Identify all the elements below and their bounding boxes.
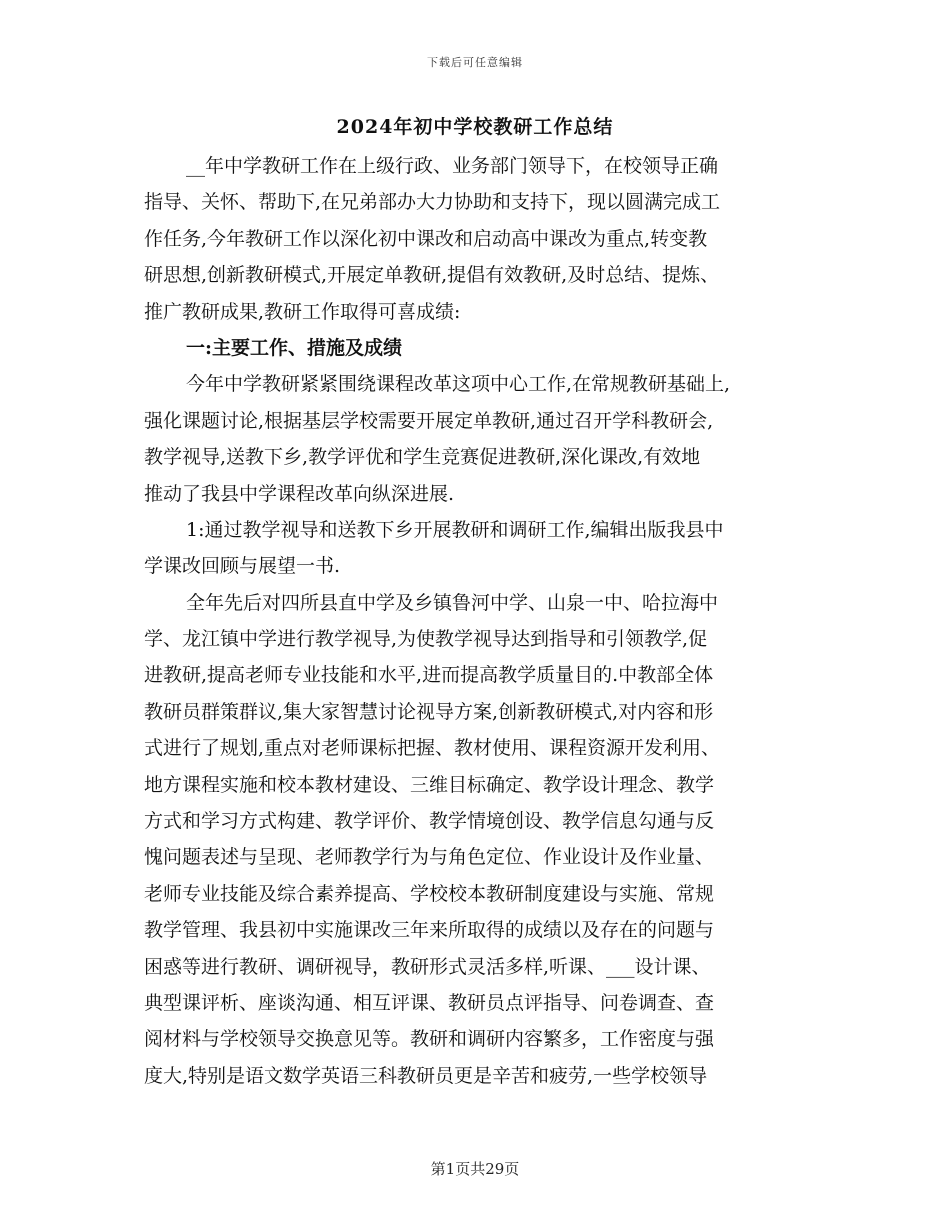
- paragraph-line: 困惑等进行教研、调研视导，教研形式灵活多样,听课、___设计课、: [144, 955, 711, 978]
- paragraph-line: 今年中学教研紧紧围绕课程改革这项中心工作,在常规教研基础上,: [186, 373, 731, 396]
- paragraph-line: 阅材料与学校领导交换意见等。教研和调研内容繁多，工作密度与强: [144, 1028, 715, 1051]
- paragraph-line: 老师专业技能及综合素养提高、学校校本教研制度建设与实施、常规: [144, 882, 715, 905]
- paragraph-line: __年中学教研工作在上级行政、业务部门领导下，在校领导正确: [186, 155, 719, 177]
- paragraph-line: 学、龙江镇中学进行教学视导,为使教学视导达到指导和引领教学,促: [144, 628, 708, 651]
- paragraph-line: 全年先后对四所县直中学及乡镇鲁河中学、山泉一中、哈拉海中: [186, 591, 719, 614]
- page-number-footer: 第1页共29页: [430, 1160, 520, 1178]
- paragraph-line: 推动了我县中学课程改革向纵深进展.: [144, 482, 455, 505]
- paragraph-line: 研思想,创新教研模式,开展定单教研,提倡有效教研,及时总结、提炼、: [144, 264, 720, 287]
- paragraph-line: 推广教研成果,教研工作取得可喜成绩:: [144, 300, 461, 323]
- paragraph-line: 进教研,提高老师专业技能和水平,进而提高教学质量目的.中教部全体: [144, 664, 714, 687]
- document-body: [144, 148, 816, 1094]
- paragraph-line: 强化课题讨论,根据基层学校需要开展定单教研,通过召开学科教研会,: [144, 409, 714, 432]
- paragraph-line: 地方课程实施和校本教材建设、三维目标确定、教学设计理念、教学: [144, 773, 715, 796]
- header-note: 下载后可任意编辑: [427, 56, 523, 69]
- section-heading: 一:主要工作、措施及成绩: [186, 336, 403, 359]
- paragraph-line: 典型课评析、座谈沟通、相互评课、教研员点评指导、问卷调查、查: [144, 991, 715, 1014]
- paragraph-line: 愧问题表述与呈现、老师教学行为与角色定位、作业设计及作业量、: [144, 846, 715, 869]
- paragraph-line: 学课改回顾与展望一书.: [144, 555, 341, 578]
- paragraph-line: 作任务,今年教研工作以深化初中课改和启动高中课改为重点,转变教: [144, 227, 708, 250]
- paragraph-line: 度大,特别是语文数学英语三科教研员更是辛苦和疲劳,一些学校领导: [144, 1064, 708, 1087]
- paragraph-line: 方式和学习方式构建、教学评价、教学情境创设、教学信息勾通与反: [144, 810, 715, 833]
- paragraph-line: 1:通过教学视导和送教下乡开展教研和调研工作,编辑出版我县中: [186, 518, 724, 541]
- document-title: 2024年初中学校教研工作总结: [336, 116, 614, 138]
- paragraph-line: 教学管理、我县初中实施课改三年来所取得的成绩以及存在的问题与: [144, 919, 715, 942]
- paragraph-line: 指导、关怀、帮助下,在兄弟部办大力协助和支持下，现以圆满完成工: [144, 191, 721, 214]
- paragraph-line: 教研员群策群议,集大家智慧讨论视导方案,创新教研模式,对内容和形: [144, 700, 714, 723]
- paragraph-line: 式进行了规划,重点对老师课标把握、教材使用、课程资源开发利用、: [144, 737, 721, 760]
- paragraph-line: 教学视导,送教下乡,教学评优和学生竞赛促进教研,深化课改,有效地: [144, 446, 701, 469]
